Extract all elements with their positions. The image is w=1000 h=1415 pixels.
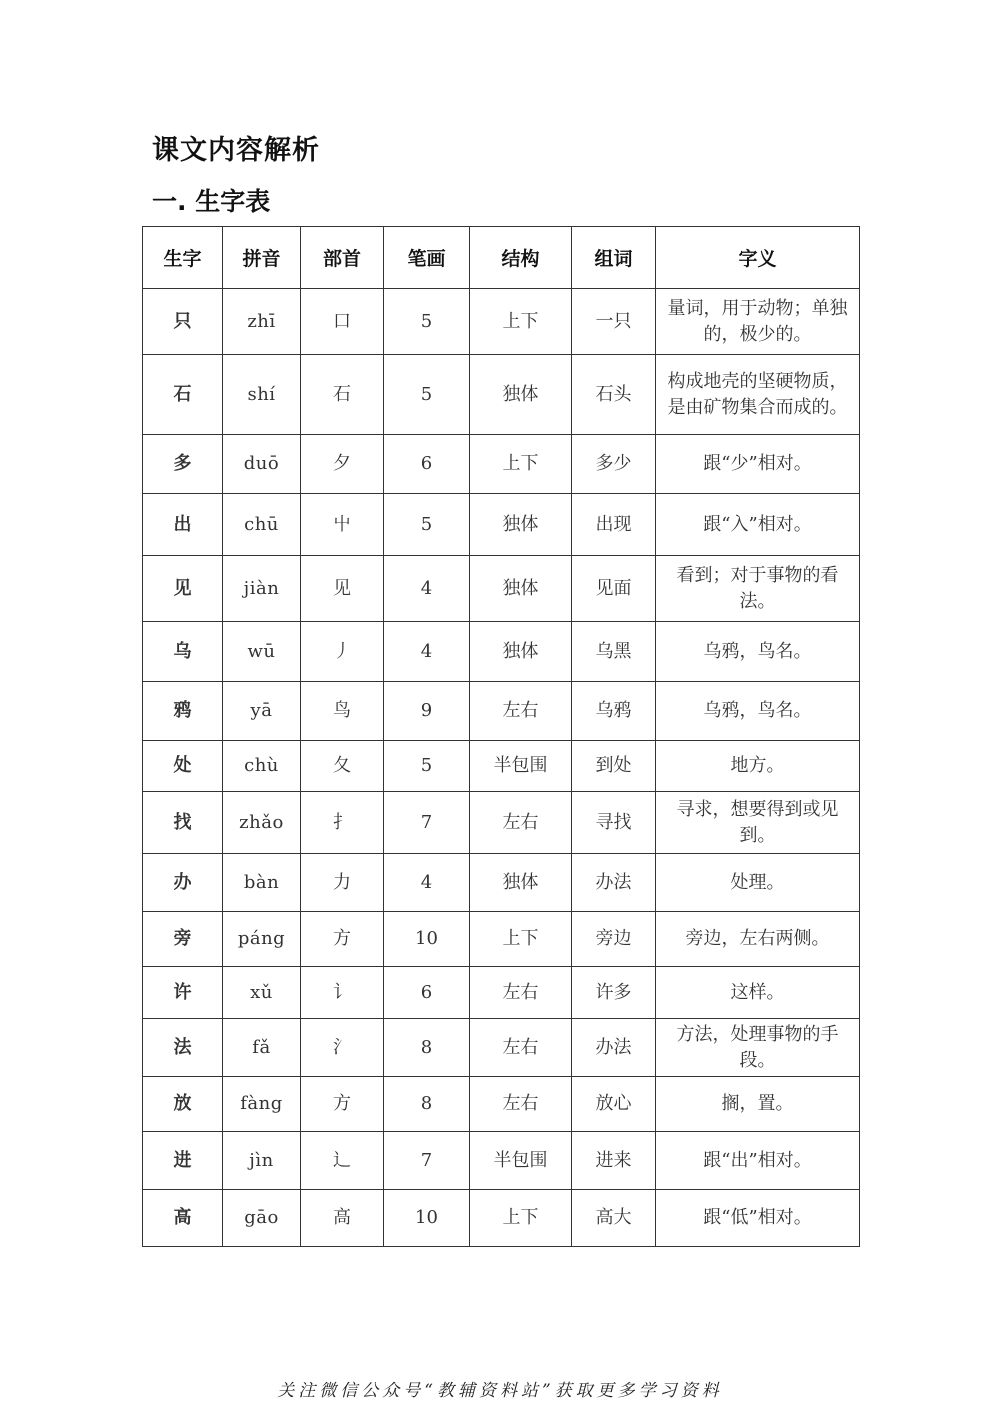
radical-cell: 扌 (301, 792, 384, 854)
section-heading: 一. 生字表 (152, 187, 271, 216)
word-cell: 乌鸦 (572, 682, 656, 741)
table-header-row (143, 227, 860, 289)
character-cell: 出 (143, 494, 223, 556)
word-cell: 到处 (572, 741, 656, 792)
table-row (143, 854, 860, 912)
table-row (143, 1077, 860, 1132)
radical-cell: 口 (301, 289, 384, 355)
character-cell: 鸦 (143, 682, 223, 741)
strokes-cell: 5 (384, 355, 470, 435)
word-cell: 放心 (572, 1077, 656, 1132)
radical-cell: 鸟 (301, 682, 384, 741)
table-row (143, 741, 860, 792)
word-cell: 乌黑 (572, 622, 656, 682)
radical-cell: 方 (301, 1077, 384, 1132)
strokes-cell: 4 (384, 854, 470, 912)
pinyin-cell: xǔ (223, 967, 301, 1019)
pinyin-cell: yā (223, 682, 301, 741)
character-cell: 放 (143, 1077, 223, 1132)
pinyin-cell: zhǎo (223, 792, 301, 854)
structure-cell: 独体 (470, 556, 572, 622)
meaning-cell: 跟“低”相对。 (656, 1190, 860, 1247)
structure-cell: 上下 (470, 912, 572, 967)
character-cell: 进 (143, 1132, 223, 1190)
word-cell: 许多 (572, 967, 656, 1019)
strokes-cell: 10 (384, 1190, 470, 1247)
radical-cell: 见 (301, 556, 384, 622)
word-cell: 出现 (572, 494, 656, 556)
table-row (143, 622, 860, 682)
table-row (143, 494, 860, 556)
structure-cell: 独体 (470, 355, 572, 435)
footer-note: 关注微信公众号“教辅资料站”获取更多学习资料 (277, 1381, 723, 1401)
meaning-cell: 跟“出”相对。 (656, 1132, 860, 1190)
character-cell: 办 (143, 854, 223, 912)
radical-cell: 夕 (301, 435, 384, 494)
meaning-cell: 旁边，左右两侧。 (656, 912, 860, 967)
header-radical: 部首 (301, 227, 384, 289)
table-row (143, 792, 860, 854)
strokes-cell: 7 (384, 792, 470, 854)
character-cell: 许 (143, 967, 223, 1019)
structure-cell: 上下 (470, 289, 572, 355)
meaning-cell: 跟“入”相对。 (656, 494, 860, 556)
table-row (143, 1132, 860, 1190)
header-strokes: 笔画 (384, 227, 470, 289)
radical-cell: 石 (301, 355, 384, 435)
radical-cell: 讠 (301, 967, 384, 1019)
strokes-cell: 4 (384, 556, 470, 622)
structure-cell: 独体 (470, 854, 572, 912)
meaning-cell: 搁，置。 (656, 1077, 860, 1132)
structure-cell: 上下 (470, 1190, 572, 1247)
character-cell: 处 (143, 741, 223, 792)
structure-cell: 左右 (470, 1019, 572, 1077)
table-row (143, 435, 860, 494)
character-cell: 高 (143, 1190, 223, 1247)
character-cell: 见 (143, 556, 223, 622)
pinyin-cell: gāo (223, 1190, 301, 1247)
strokes-cell: 5 (384, 741, 470, 792)
table-row (143, 355, 860, 435)
header-word: 组词 (572, 227, 656, 289)
character-cell: 多 (143, 435, 223, 494)
pinyin-cell: chù (223, 741, 301, 792)
word-cell: 旁边 (572, 912, 656, 967)
word-cell: 见面 (572, 556, 656, 622)
pinyin-cell: páng (223, 912, 301, 967)
page-title: 课文内容解析 (152, 135, 320, 166)
character-cell: 石 (143, 355, 223, 435)
structure-cell: 半包围 (470, 1132, 572, 1190)
meaning-cell: 处理。 (656, 854, 860, 912)
table-row (143, 289, 860, 355)
meaning-cell: 乌鸦，鸟名。 (656, 622, 860, 682)
word-cell: 进来 (572, 1132, 656, 1190)
meaning-cell: 地方。 (656, 741, 860, 792)
structure-cell: 左右 (470, 967, 572, 1019)
word-cell: 高大 (572, 1190, 656, 1247)
word-cell: 一只 (572, 289, 656, 355)
word-cell: 多少 (572, 435, 656, 494)
header-structure: 结构 (470, 227, 572, 289)
character-table (142, 226, 860, 1247)
strokes-cell: 7 (384, 1132, 470, 1190)
structure-cell: 上下 (470, 435, 572, 494)
pinyin-cell: shí (223, 355, 301, 435)
strokes-cell: 4 (384, 622, 470, 682)
word-cell: 办法 (572, 854, 656, 912)
structure-cell: 独体 (470, 494, 572, 556)
radical-cell: 丿 (301, 622, 384, 682)
strokes-cell: 6 (384, 435, 470, 494)
strokes-cell: 8 (384, 1019, 470, 1077)
structure-cell: 左右 (470, 682, 572, 741)
header-character: 生字 (143, 227, 223, 289)
meaning-cell: 量词，用于动物；单独的，极少的。 (656, 289, 860, 355)
word-cell: 石头 (572, 355, 656, 435)
structure-cell: 左右 (470, 1077, 572, 1132)
structure-cell: 半包围 (470, 741, 572, 792)
meaning-cell: 跟“少”相对。 (656, 435, 860, 494)
radical-cell: 屮 (301, 494, 384, 556)
character-cell: 乌 (143, 622, 223, 682)
pinyin-cell: jiàn (223, 556, 301, 622)
meaning-cell: 乌鸦，鸟名。 (656, 682, 860, 741)
pinyin-cell: duō (223, 435, 301, 494)
pinyin-cell: jìn (223, 1132, 301, 1190)
table-row (143, 967, 860, 1019)
meaning-cell: 这样。 (656, 967, 860, 1019)
word-cell: 寻找 (572, 792, 656, 854)
strokes-cell: 10 (384, 912, 470, 967)
strokes-cell: 5 (384, 289, 470, 355)
radical-cell: 辶 (301, 1132, 384, 1190)
character-cell: 找 (143, 792, 223, 854)
header-pinyin: 拼音 (223, 227, 301, 289)
character-cell: 法 (143, 1019, 223, 1077)
strokes-cell: 6 (384, 967, 470, 1019)
table-row (143, 1190, 860, 1247)
table-row (143, 682, 860, 741)
radical-cell: 方 (301, 912, 384, 967)
strokes-cell: 9 (384, 682, 470, 741)
pinyin-cell: chū (223, 494, 301, 556)
pinyin-cell: wū (223, 622, 301, 682)
radical-cell: 力 (301, 854, 384, 912)
character-cell: 旁 (143, 912, 223, 967)
table-row (143, 556, 860, 622)
pinyin-cell: bàn (223, 854, 301, 912)
radical-cell: 夂 (301, 741, 384, 792)
table-row (143, 912, 860, 967)
pinyin-cell: fǎ (223, 1019, 301, 1077)
pinyin-cell: zhī (223, 289, 301, 355)
structure-cell: 独体 (470, 622, 572, 682)
meaning-cell: 看到；对于事物的看法。 (656, 556, 860, 622)
pinyin-cell: fàng (223, 1077, 301, 1132)
table-row (143, 1019, 860, 1077)
structure-cell: 左右 (470, 792, 572, 854)
word-cell: 办法 (572, 1019, 656, 1077)
strokes-cell: 8 (384, 1077, 470, 1132)
character-cell: 只 (143, 289, 223, 355)
meaning-cell: 方法，处理事物的手段。 (656, 1019, 860, 1077)
strokes-cell: 5 (384, 494, 470, 556)
radical-cell: 高 (301, 1190, 384, 1247)
meaning-cell: 构成地壳的坚硬物质，是由矿物集合而成的。 (656, 355, 860, 435)
radical-cell: 氵 (301, 1019, 384, 1077)
meaning-cell: 寻求，想要得到或见到。 (656, 792, 860, 854)
header-meaning: 字义 (656, 227, 860, 289)
